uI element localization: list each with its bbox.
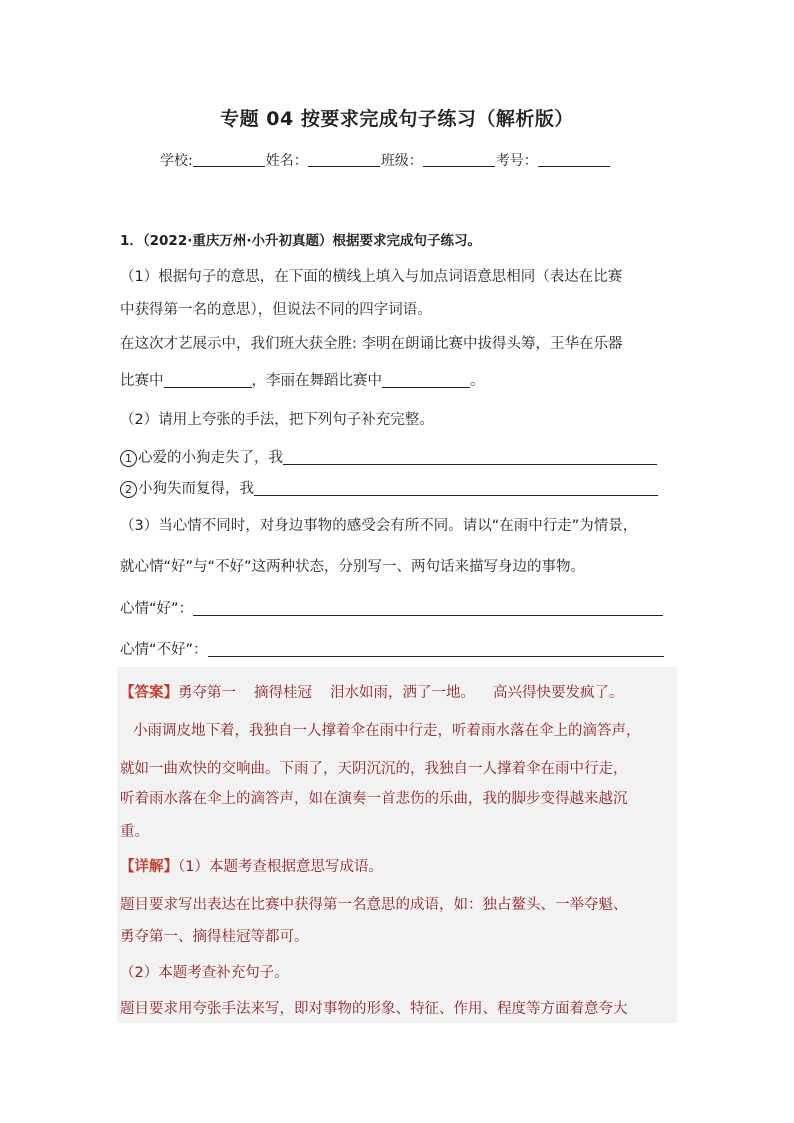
part2-item2 bbox=[120, 477, 658, 498]
answer-tag: 【答案】 bbox=[120, 685, 178, 701]
answer-line5: 重。 bbox=[120, 824, 149, 840]
answer-item-c: 泪水如雨，洒了一地。 bbox=[330, 685, 475, 701]
class-blank[interactable] bbox=[423, 152, 495, 167]
detail-line5: 题目要求用夸张手法来写，即对事物的形象、特征、作用、程度等方面着意夸大 bbox=[120, 1001, 628, 1017]
part3-line2: 就心情“好”与“不好”这两种状态，分别写一、两句话来描写身边的事物。 bbox=[120, 559, 586, 575]
part1-line4-mid: ，李丽在舞蹈比赛中 bbox=[251, 373, 382, 389]
part1-line2: 中获得第一名的意思），但说法不同的四字词语。 bbox=[120, 302, 432, 318]
mood-bad-blank[interactable] bbox=[208, 641, 664, 657]
answer-item-b: 摘得桂冠 bbox=[254, 685, 312, 701]
mood-bad-label: 心情“不好”： bbox=[120, 642, 208, 658]
item1-text: 心爱的小狗走失了，我 bbox=[138, 450, 283, 466]
detail-line2: 题目要求写出表达在比赛中获得第一名意思的成语，如：独占鳌头、一举夺魁、 bbox=[120, 897, 628, 913]
part1-line4 bbox=[120, 369, 485, 390]
number-blank[interactable] bbox=[538, 152, 610, 167]
item2-text: 小狗失而复得，我 bbox=[138, 481, 254, 497]
school-label: 学校: bbox=[160, 153, 193, 169]
answer-item-a: 勇夺第一 bbox=[178, 685, 236, 701]
detail-tag: 【详解】 bbox=[120, 859, 178, 875]
part3-line1: （3）当心情不同时，对身边事物的感受会有所不同。请以“在雨中行走”为情景， bbox=[120, 518, 638, 534]
part1-line3: 在这次才艺展示中，我们班大获全胜: 李明在朗诵比赛中拔得头筹，王华在乐器 bbox=[120, 336, 623, 352]
document-title: 专题 04 按要求完成句子练习（解析版） bbox=[220, 108, 574, 130]
part1-line1: （1）根据句子的意思，在下面的横线上填入与加点词语意思相同（表达在比赛 bbox=[120, 269, 623, 285]
detail-line4: （2）本题考查补充句子。 bbox=[120, 965, 289, 981]
mood-good-label: 心情“好”： bbox=[120, 601, 194, 617]
answer-line4: 听着雨水落在伞上的滴答声，如在演奏一首悲伤的乐曲，我的脚步变得越来越沉 bbox=[120, 791, 628, 807]
school-blank[interactable] bbox=[193, 152, 265, 167]
detail-text-1: （1）本题考查根据意思写成语。 bbox=[178, 859, 383, 875]
answer-blank-1[interactable] bbox=[164, 372, 252, 388]
part1-line4-end: 。 bbox=[470, 373, 485, 389]
item1-blank[interactable] bbox=[283, 449, 657, 465]
detail-line3: 勇夺第一、摘得桂冠等都可。 bbox=[120, 929, 309, 945]
part2-item1 bbox=[120, 446, 657, 467]
part1-line4-start: 比赛中 bbox=[120, 373, 164, 389]
detail-line1 bbox=[120, 855, 383, 876]
item2-blank[interactable] bbox=[254, 480, 658, 496]
mood-good-line bbox=[120, 597, 663, 618]
answer-blank-2[interactable] bbox=[382, 372, 470, 388]
number-label: 考号： bbox=[495, 153, 538, 169]
student-info-line bbox=[160, 150, 611, 170]
class-label: 班级： bbox=[380, 153, 423, 169]
mood-good-blank[interactable] bbox=[193, 600, 663, 616]
name-label: 姓名： bbox=[265, 153, 308, 169]
question-heading: 1．（2022·重庆万州·小升初真题）根据要求完成句子练习。 bbox=[120, 233, 481, 249]
name-blank[interactable] bbox=[308, 152, 380, 167]
mood-bad-line bbox=[120, 638, 664, 659]
answer-line3: 就如一曲欢快的交响曲。下雨了，天阴沉沉的，我独自一人撑着伞在雨中行走， bbox=[120, 761, 628, 777]
answer-line1 bbox=[120, 681, 624, 702]
part2-heading: （2）请用上夸张的手法，把下列句子补充完整。 bbox=[120, 412, 434, 428]
circle-number-1: 1 bbox=[120, 450, 137, 467]
circle-number-2: 2 bbox=[120, 481, 137, 498]
answer-item-d: 高兴得快要发疯了。 bbox=[493, 685, 624, 701]
answer-line2: 小雨调皮地下着，我独自一人撑着伞在雨中行走，听着雨水落在伞上的滴答声， bbox=[133, 723, 641, 739]
